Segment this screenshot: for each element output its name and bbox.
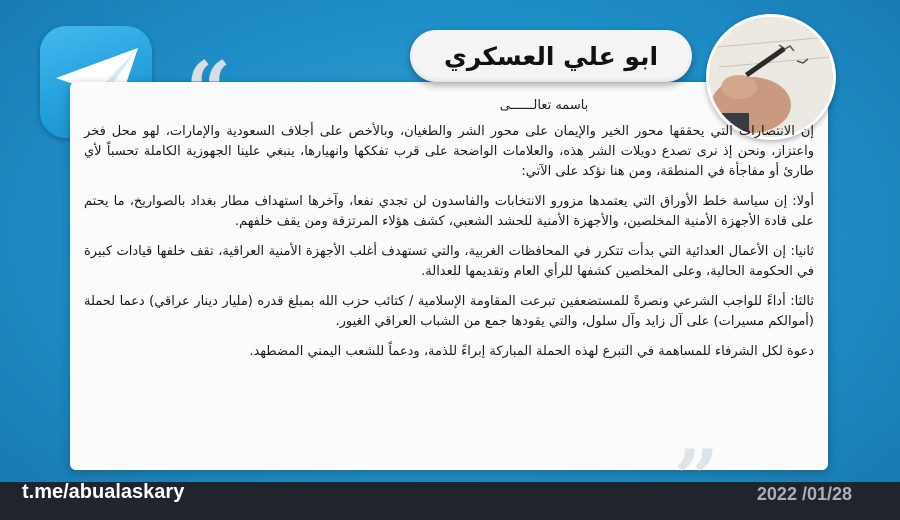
paragraph-intro: إن الانتصارات التي يحققها محور الخير والإيمان على محور الشر والطغيان، وبالأخص على أجلاف السعودية والإمارات، لهو محل فخر واعتزاز، ونحن إذ نرى تصدع دويلات الشر هذه، والعلامات الواضحة على قرب تفككها وانهيارها، ينبغي علينا الجهوزية الكاملة تحسباً لأي طارئ أو مفاجأة في المنطقة، ومن هنا نؤكد على الآتي: [84, 124, 814, 179]
salutation: باسمه تعالــــــى [499, 98, 589, 113]
close-quote-icon: ” [674, 433, 719, 520]
open-quote-icon: “ [186, 45, 231, 136]
paragraph-call: دعوة لكل الشرفاء للمساهمة في التبرع لهذه الحملة المباركة إبراءً للذمة، ودعماً للشعب اليمني المضطهد. [249, 344, 814, 359]
message-body [84, 96, 814, 372]
paragraph-first: أولا: إن سياسة خلط الأوراق التي يعتمدها مزورو الانتخابات والفاسدون لن تجدي نفعا، وآخرها استهداف مطار بغداد بالصواريخ، ما يحتم على قادة الأجهزة الأمنية المخلصين، والأجهزة الأمنية للحشد الشعبي، كشف هؤلاء المرتزقة ومن يقف خلفهم. [84, 194, 814, 229]
post-date: 2022 /01/28 [756, 484, 852, 504]
paragraph-second: ثانيا: إن الأعمال العدائية التي بدأت تتكرر في المحافظات الغربية، والتي تستهدف أغلب الأجهزة الأمنية العراقية، تقف خلفها قيادات كبيرة في الحكومة الحالية، وعلى المخلصين كشفها للرأي العام وتقديمها للعدالة. [84, 244, 814, 279]
channel-link[interactable]: t.me/abualaskary [22, 481, 185, 503]
title-text: ابو علي العسكري [443, 41, 659, 71]
page-title [410, 30, 692, 82]
paragraph-third: ثالثا: أداءً للواجب الشرعي ونصرةً للمستضعفين تبرعت المقاومة الإسلامية / كتائب حزب الله بمبلغ قدره (مليار دينار عراقي) دعما لحملة (أموالكم مسيرات) على آل زايد وآل سلول، والتي يقودها جمع من الشباب العراقي الغيور. [84, 294, 814, 329]
